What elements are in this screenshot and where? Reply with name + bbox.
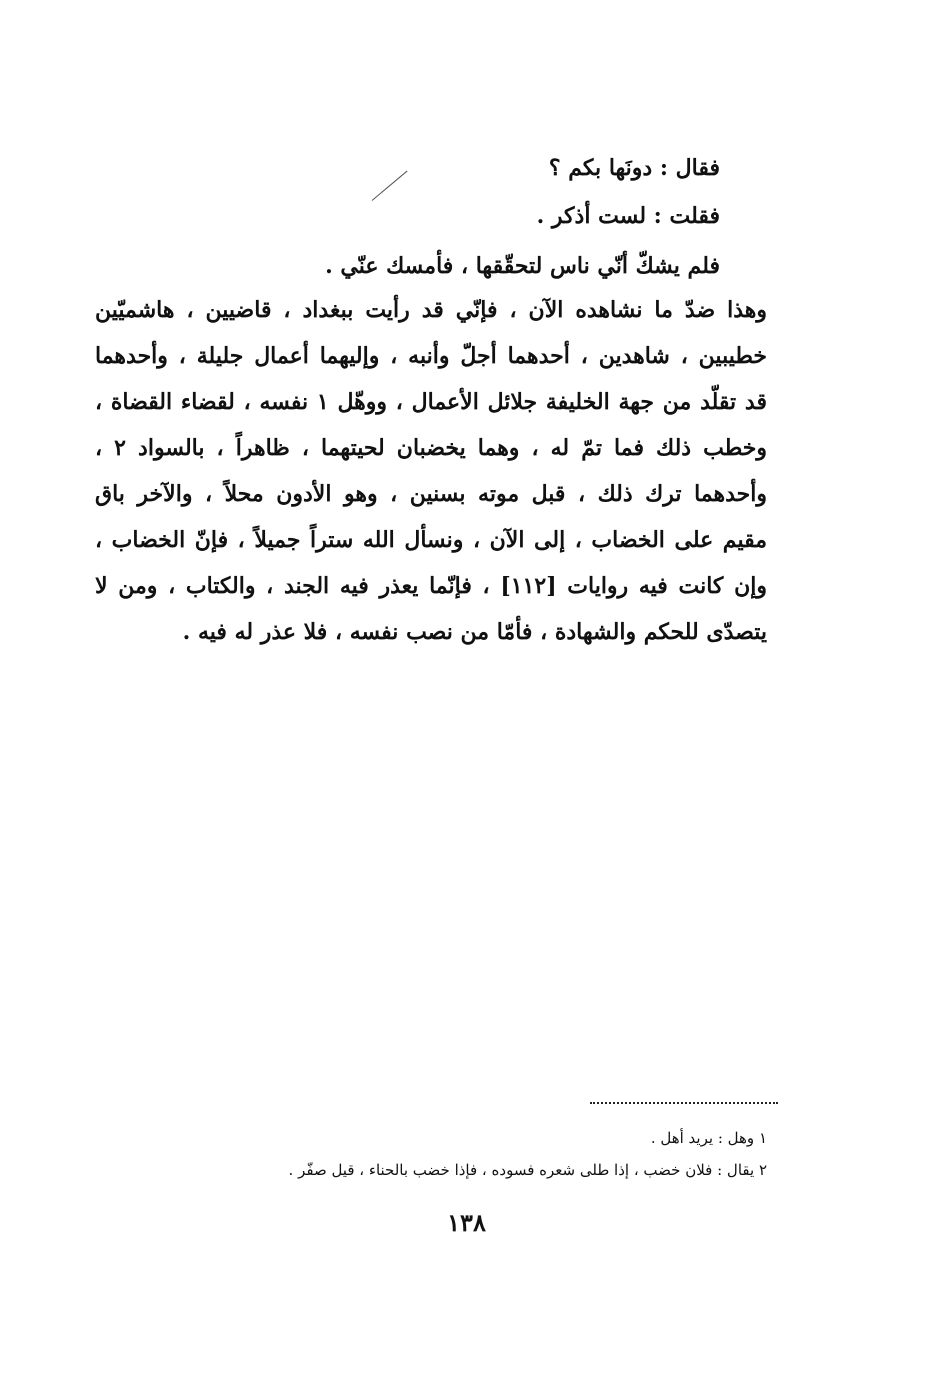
dialogue-line-1: فقال : دونَها بكم ؟ <box>548 155 720 181</box>
paragraph-line-7: وإن كانت فيه روايات [١١٢] ، فإنّما يعذر فيه الجند ، والكتاب ، ومن لا <box>95 573 767 599</box>
footnote-separator <box>590 1102 778 1104</box>
paragraph-line-3: قد تقلّد من جهة الخليفة جلائل الأعمال ، ووهّل ١ نفسه ، لقضاء القضاة ، <box>95 389 767 415</box>
footnote-2: ٢ يقال : فلان خضب ، إذا طلى شعره فسوده ، فإذا خضب بالحناء ، قيل صفّر . <box>288 1161 767 1179</box>
paragraph-line-1: وهذا ضدّ ما نشاهده الآن ، فإنّي قد رأيت ببغداد ، قاضيين ، هاشميّين <box>95 297 767 323</box>
stray-pen-mark <box>372 171 408 201</box>
dialogue-line-3: فلم يشكّ أنّي ناس لتحقّقها ، فأمسك عنّي . <box>325 253 720 279</box>
paragraph-line-2: خطيبين ، شاهدين ، أحدهما أجلّ وأنبه ، وإليهما أعمال جليلة ، وأحدهما <box>95 343 767 369</box>
paragraph-line-8: يتصدّى للحكم والشهادة ، فأمّا من نصب نفسه ، فلا عذر له فيه . <box>182 619 767 645</box>
paragraph-line-5: وأحدهما ترك ذلك ، قبل موته بسنين ، وهو الأدون محلاً ، والآخر باق <box>95 481 767 507</box>
dialogue-line-2: فقلت : لست أذكر . <box>536 203 720 229</box>
paragraph-line-4: وخطب ذلك فما تمّ له ، وهما يخضبان لحيتهما ، ظاهراً ، بالسواد ٢ ، <box>95 435 767 461</box>
page-number: ١٣٨ <box>447 1208 486 1237</box>
paragraph-line-6: مقيم على الخضاب ، إلى الآن ، ونسأل الله ستراً جميلاً ، فإنّ الخضاب ، <box>95 527 767 553</box>
footnote-1: ١ وهل : يريد أهل . <box>650 1129 767 1147</box>
